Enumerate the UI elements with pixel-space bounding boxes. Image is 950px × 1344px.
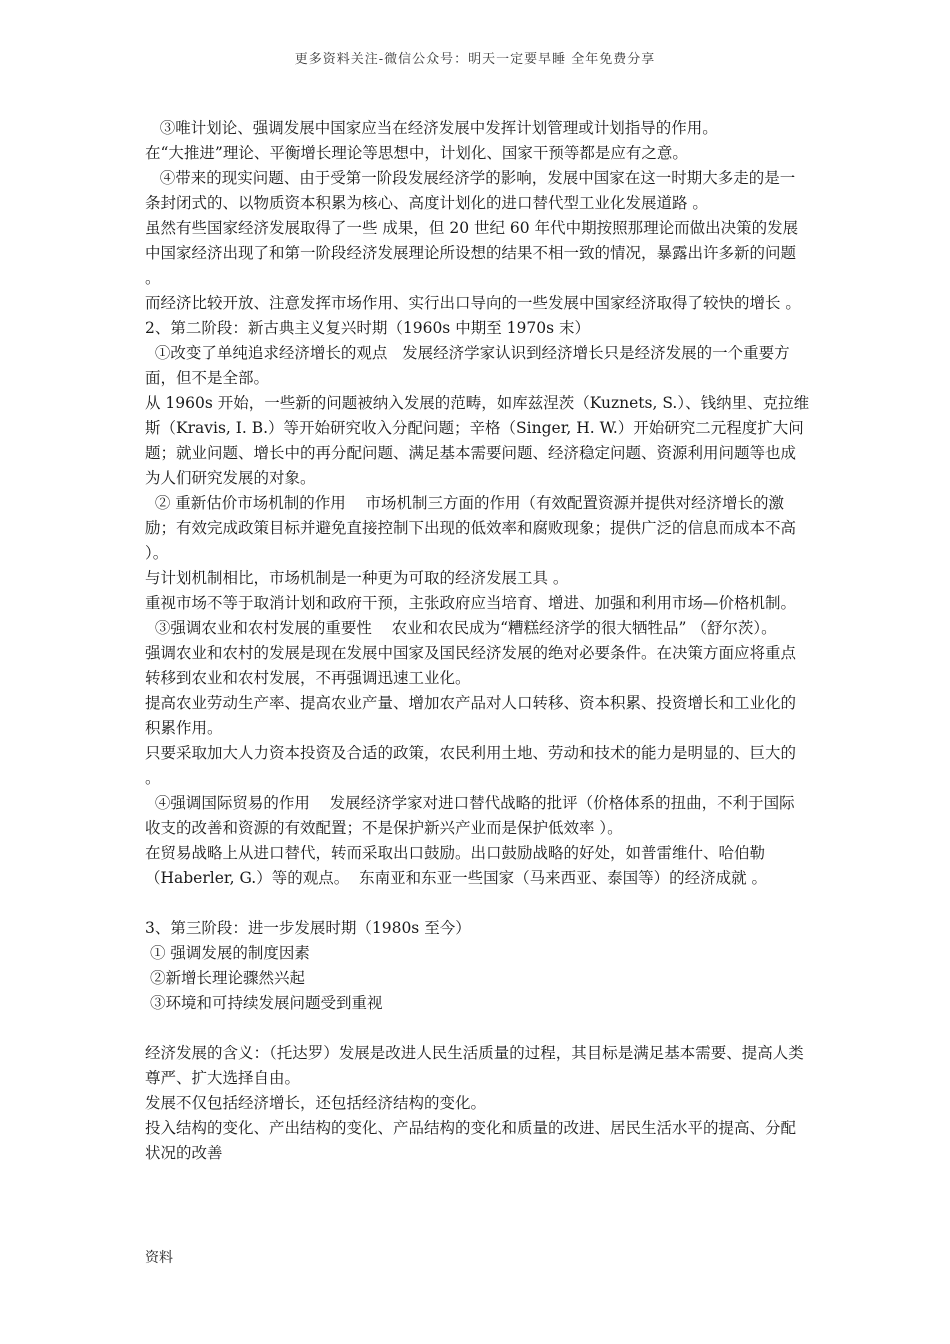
paragraph: ①改变了单纯追求经济增长的观点 发展经济学家认识到经济增长只是经济发展的一个重要方面，但不是全部。 xyxy=(145,344,790,387)
paragraph: 在贸易战略上从进口替代，转而采取出口鼓励。出口鼓励战略的好处，如普雷维什、哈伯勒（Haberler, G.）等的观点。 东南亚和东亚一些国家（马来西亚、泰国等）的经济成就 。 xyxy=(145,844,767,887)
list-item: ① 强调发展的制度因素 xyxy=(145,944,310,962)
paragraph: 重视市场不等于取消计划和政府干预，主张政府应当培育、增进、加强和利用市场—价格机制。 xyxy=(145,594,797,612)
paragraph: 在“大推进”理论、平衡增长理论等思想中，计划化、国家干预等都是应有之意。 xyxy=(145,144,688,162)
definition-paragraph: 投入结构的变化、产出结构的变化、产品结构的变化和质量的改进、居民生活水平的提高、分配状况的改善 xyxy=(145,1119,797,1162)
paragraph: ③唯计划论、强调发展中国家应当在经济发展中发挥计划管理或计划指导的作用。 xyxy=(145,119,718,137)
paragraph: 提高农业劳动生产率、提高农业产量、增加农产品对人口转移、资本积累、投资增长和工业化的积累作用。 xyxy=(145,694,797,737)
spacer xyxy=(145,1016,810,1041)
paragraph: 从 1960s 开始，一些新的问题被纳入发展的范畴，如库兹涅茨（Kuznets, S.）、钱纳里、克拉维斯（Kravis, I. B.）等开始研究收入分配问题；辛格（Singer, H. W.）开始研究二元程度扩大问题；就业问题、增长中的再分配问题、满足基本需要问题、经济稳定问题、资源利用问题等也成为人们研究发展的对象。 xyxy=(145,394,810,487)
list-item: ②新增长理论骤然兴起 xyxy=(145,969,305,987)
list-item: ③环境和可持续发展问题受到重视 xyxy=(145,994,383,1012)
paragraph: ④强调国际贸易的作用 发展经济学家对进口替代战略的批评（价格体系的扭曲，不利于国际收支的改善和资源的有效配置；不是保护新兴产业而是保护低效率 ）。 xyxy=(145,794,795,837)
section-heading-2: 2、第二阶段：新古典主义复兴时期（1960s 中期至 1970s 末） xyxy=(145,319,590,337)
paragraph: 强调农业和农村的发展是现在发展中国家及国民经济发展的绝对必要条件。在决策方面应将重点转移到农业和农村发展，不再强调迅速工业化。 xyxy=(145,644,797,687)
definition-paragraph: 发展不仅包括经济增长，还包括经济结构的变化。 xyxy=(145,1094,487,1112)
paragraph: 虽然有些国家经济发展取得了一些 成果，但 20 世纪 60 年代中期按照那理论而做出决策的发展中国家经济出现了和第一阶段经济发展理论所设想的结果不相一致的情况，暴露出许多新的问题 。 xyxy=(145,219,801,287)
page-footer: 资料 xyxy=(145,1250,173,1266)
paragraph: 与计划机制相比，市场机制是一种更为可取的经济发展工具 。 xyxy=(145,569,569,587)
paragraph: 只要采取加大人力资本投资及合适的政策，农民利用土地、劳动和技术的能力是明显的、巨大的 。 xyxy=(145,744,801,787)
paragraph: ④带来的现实问题、由于受第一阶段发展经济学的影响，发展中国家在这一时期大多走的是一条封闭式的、以物质资本积累为核心、高度计划化的进口替代型工业化发展道路 。 xyxy=(145,169,796,212)
paragraph: ② 重新估价市场机制的作用 市场机制三方面的作用（有效配置资源并提供对经济增长的激励；有效完成政策目标并避免直接控制下出现的低效率和腐败现象；提供广泛的信息而成本不高 ）。 xyxy=(145,494,801,562)
definition-paragraph: 经济发展的含义：（托达罗）发展是改进人民生活质量的过程，其目标是满足基本需要、提高人类尊严、扩大选择自由。 xyxy=(145,1044,804,1087)
spacer xyxy=(145,891,810,916)
section-heading-3: 3、第三阶段：进一步发展时期（1980s 至今） xyxy=(145,919,471,937)
document-body xyxy=(145,116,810,1166)
paragraph: 而经济比较开放、注意发挥市场作用、实行出口导向的一些发展中国家经济取得了较快的增长 。 xyxy=(145,294,801,312)
paragraph: ③强调农业和农村发展的重要性 农业和农民成为“糟糕经济学的很大牺牲品” （舒尔茨）。 xyxy=(145,619,777,637)
page-header: 更多资料关注-微信公众号：明天一定要早睡 全年免费分享 xyxy=(294,52,656,67)
